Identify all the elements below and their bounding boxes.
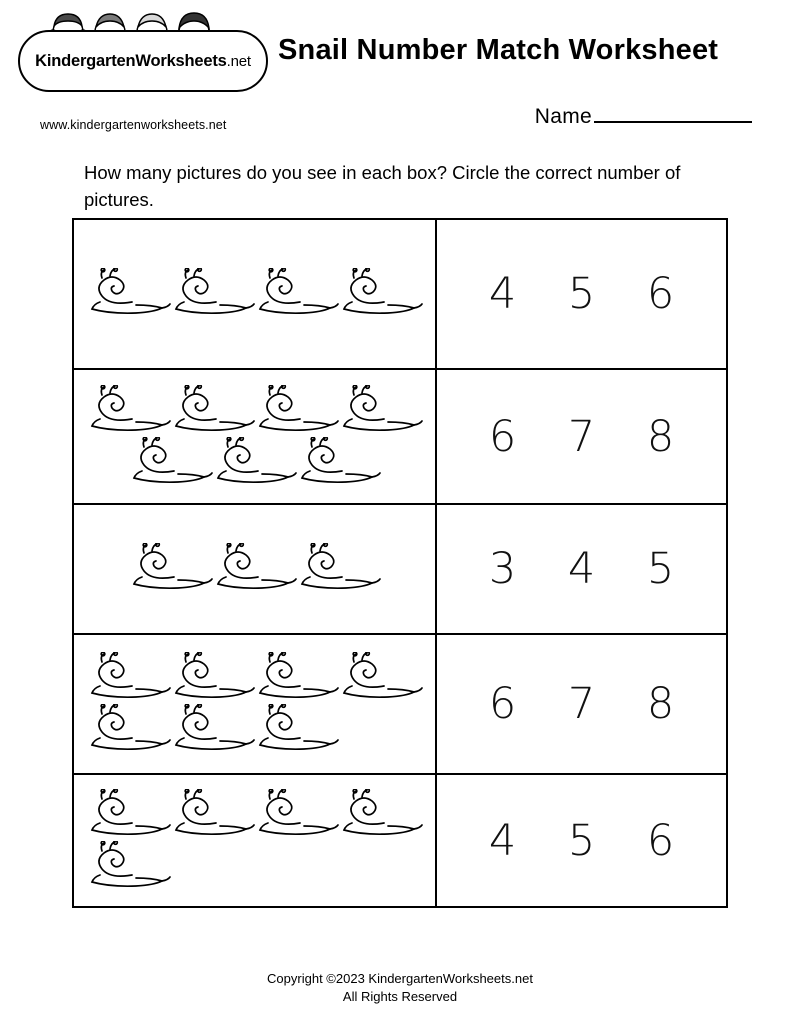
snail-icon	[214, 437, 298, 489]
logo-text-main: KindergartenWorksheets	[35, 51, 227, 70]
page-header	[0, 0, 800, 140]
instructions-text: How many pictures do you see in each box? Circle the correct number of pictures.	[84, 162, 681, 210]
number-option[interactable]: 6	[488, 679, 517, 729]
snail-icon	[340, 652, 424, 704]
snail-icon	[298, 543, 382, 595]
number-option[interactable]: 6	[646, 269, 675, 319]
snail-line	[88, 841, 429, 893]
snail-icon	[340, 789, 424, 841]
snail-line	[88, 543, 429, 595]
snail-icon	[130, 543, 214, 595]
name-label: Name	[534, 105, 592, 128]
number-option[interactable]: 4	[488, 269, 517, 319]
snail-icon	[172, 652, 256, 704]
table-row	[72, 218, 728, 368]
name-blank-line[interactable]	[594, 104, 752, 123]
snail-icon	[256, 704, 340, 756]
table-row	[72, 633, 728, 773]
snail-icon	[340, 385, 424, 437]
number-option[interactable]: 8	[646, 411, 675, 462]
logo-text-net: .net	[226, 52, 251, 70]
number-option[interactable]: 5	[567, 815, 596, 866]
number-option[interactable]: 4	[567, 544, 596, 594]
table-row	[72, 503, 728, 633]
snail-icon	[298, 437, 382, 489]
number-option[interactable]: 5	[646, 544, 675, 594]
snail-icon	[172, 789, 256, 841]
picture-cell	[74, 370, 437, 503]
number-option[interactable]: 3	[488, 544, 517, 594]
rights-text: All Rights Reserved	[342, 988, 458, 1004]
snail-icon	[256, 652, 340, 704]
snail-icon	[130, 437, 214, 489]
number-option[interactable]: 6	[646, 815, 675, 866]
worksheet-table	[72, 218, 728, 908]
table-row	[72, 368, 728, 503]
number-choices	[437, 370, 726, 503]
number-option[interactable]: 5	[567, 269, 596, 319]
copyright-text: Copyright ©2023 KindergartenWorksheets.net	[267, 971, 533, 986]
number-choices	[437, 505, 726, 633]
snail-icon	[172, 385, 256, 437]
number-choices	[437, 220, 726, 368]
number-option[interactable]: 8	[646, 679, 675, 729]
snail-icon	[88, 385, 172, 437]
snail-line	[88, 437, 429, 489]
picture-cell	[74, 775, 437, 906]
snail-line	[88, 652, 429, 704]
snail-icon	[256, 789, 340, 841]
snail-icon	[88, 704, 172, 756]
snail-icon	[340, 268, 424, 320]
number-option[interactable]: 7	[567, 411, 596, 462]
snail-icon	[172, 704, 256, 756]
number-option[interactable]: 7	[567, 679, 596, 729]
snail-icon	[256, 385, 340, 437]
number-option[interactable]: 6	[488, 411, 517, 462]
picture-cell	[74, 505, 437, 633]
number-option[interactable]: 4	[488, 815, 517, 866]
logo-badge	[18, 8, 270, 94]
picture-cell	[74, 635, 437, 773]
snail-icon	[88, 841, 172, 893]
snail-line	[88, 385, 429, 437]
snail-icon	[172, 268, 256, 320]
snail-icon	[214, 543, 298, 595]
name-field[interactable]	[535, 104, 752, 129]
snail-line	[88, 789, 429, 841]
snail-line	[88, 268, 429, 320]
snail-icon	[88, 268, 172, 320]
table-row	[72, 773, 728, 908]
number-choices	[437, 635, 726, 773]
snail-icon	[88, 789, 172, 841]
snail-line	[88, 704, 429, 756]
picture-cell	[74, 220, 437, 368]
site-logo[interactable]	[18, 8, 273, 132]
number-choices	[437, 775, 726, 906]
site-url: www.kindergartenworksheets.net	[40, 118, 227, 132]
page-title: Snail Number Match Worksheet	[278, 34, 719, 66]
snail-icon	[88, 652, 172, 704]
logo-text	[18, 30, 268, 92]
page-footer	[0, 970, 800, 1005]
snail-icon	[256, 268, 340, 320]
